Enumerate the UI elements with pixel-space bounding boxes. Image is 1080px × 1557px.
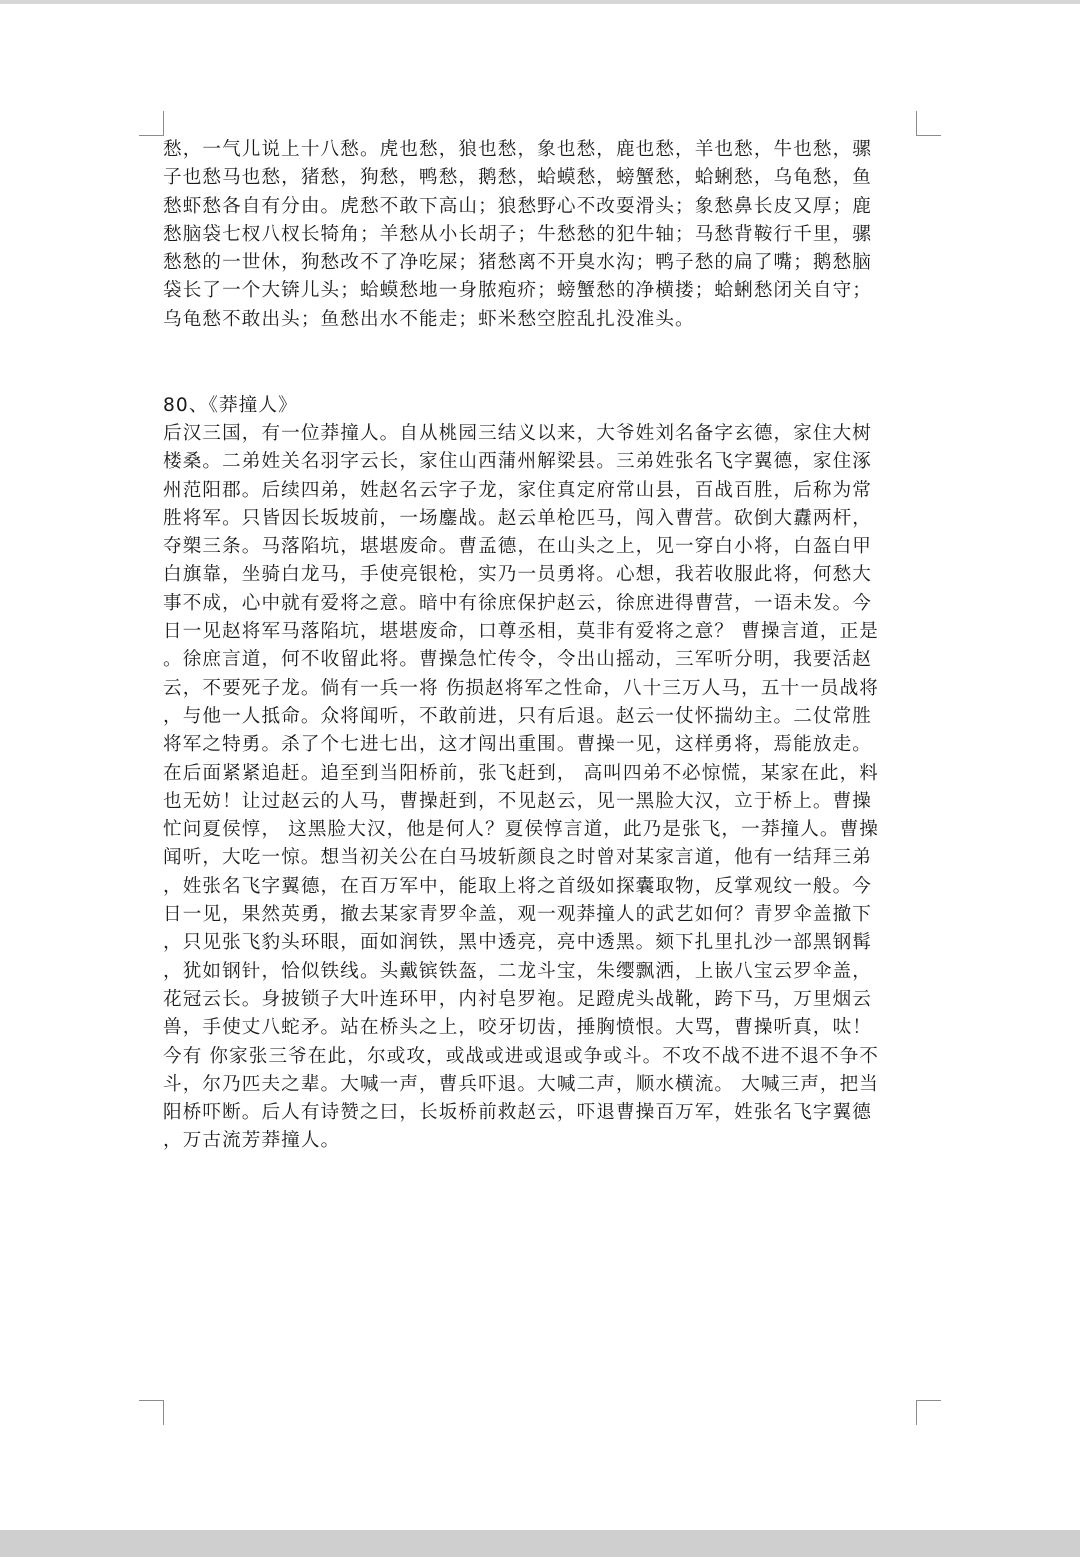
text-line: 愁愁的一世休，狗愁改不了净吃屎；猪愁离不开臭水沟；鸭子愁的扁了嘴；鹅愁脑 [163,252,872,274]
text-line: 州范阳郡。后续四弟，姓赵名云字子龙，家住真定府常山县，百战百胜，后称为常 [163,479,872,501]
text-line: 今有 你家张三爷在此，尔或攻，或战或进或退或争或斗。不攻不战不进不退不争不 [163,1045,879,1067]
margin-corner-bottom-right [916,1400,941,1425]
text-line: ，万古流芳莽撞人。 [163,1130,341,1152]
text-line: 夺槊三条。马落陷坑，堪堪废命。曹孟德，在山头之上，见一穿白小将，白盔白甲 [163,536,872,558]
story-paragraph [163,420,917,1156]
text-line: 花冠云长。身披锁子大叶连环甲，内衬皂罗袍。足蹬虎头战靴，跨下马，万里烟云 [163,988,872,1010]
margin-corner-bottom-left [139,1400,164,1425]
text-line: 楼桑。二弟姓关名羽字云长，家住山西蒲州解梁县。三弟姓张名飞字翼德，家住涿 [163,451,872,473]
text-line: 将军之特勇。杀了个七进七出，这才闯出重围。曹操一见，这样勇将，焉能放走。 [163,734,872,756]
text-line: 子也愁马也愁，猪愁，狗愁，鸭愁，鹅愁，蛤蟆愁，螃蟹愁，蛤蜊愁，乌龟愁，鱼 [163,167,872,189]
text-line: ，犹如钢针，恰似铁线。头戴镔铁盔，二龙斗宝，朱缨飘洒，上嵌八宝云罗伞盖， [163,960,872,982]
section-heading: 80、《莽撞人》 [163,395,298,416]
margin-corner-top-right [916,111,941,136]
margin-corner-top-left [139,111,164,136]
bottom-scroll-edge [0,1530,1080,1557]
text-line: 日一见，果然英勇，撤去某家青罗伞盖，观一观莽撞人的武艺如何？青罗伞盖撤下 [163,904,872,926]
text-line: 愁脑袋七杈八杈长犄角；羊愁从小长胡子；牛愁愁的犯牛轴；马愁背鞍行千里，骡 [163,223,872,245]
text-line: 闻听，大吃一惊。想当初关公在白马坡斩颜良之时曾对某家言道，他有一结拜三弟 [163,847,872,869]
text-line: 斗，尔乃匹夫之辈。大喊一声，曹兵吓退。大喊二声，顺水横流。 大喊三声，把当 [163,1073,879,1095]
text-line: 日一见赵将军马落陷坑，堪堪废命，口尊丞相，莫非有爱将之意？ 曹操言道，正是 [163,621,879,643]
text-line: 后汉三国，有一位莽撞人。自从桃园三结义以来，大爷姓刘名备字玄德，家住大树 [163,423,872,444]
text-line: 云，不要死子龙。倘有一兵一将 伤损赵将军之性命，八十三万人马，五十一员战将 [163,677,879,699]
text-line: ，与他一人抵命。众将闻听，不敢前进，只有后退。赵云一仗怀揣幼主。二仗常胜 [163,705,872,727]
text-line: 乌龟愁不敢出头；鱼愁出水不能走；虾米愁空腔乱扎没准头。 [163,308,695,330]
text-line: 在后面紧紧追赶。追至到当阳桥前，张飞赶到， 高叫四弟不必惊慌，某家在此，料 [163,762,879,784]
text-line: 愁，一气儿说上十八愁。虎也愁，狼也愁，象也愁，鹿也愁，羊也愁，牛也愁，骡 [163,139,872,160]
text-line: 兽，手使丈八蛇矛。站在桥头之上，咬牙切齿，捶胸愤恨。大骂，曹操听真，呔！ [163,1017,872,1039]
top-paragraph [163,136,917,334]
text-line: 也无妨！让过赵云的人马，曹操赶到，不见赵云，见一黑脸大汉，立于桥上。曹操 [163,790,872,812]
document-page[interactable] [0,4,1080,1530]
text-line: 忙问夏侯惇， 这黑脸大汉，他是何人？夏侯惇言道，此乃是张飞，一莽撞人。曹操 [163,819,879,841]
text-line: 事不成，心中就有爱将之意。暗中有徐庶保护赵云，徐庶进得曹营，一语未发。今 [163,592,872,614]
section-heading-block [163,392,917,420]
text-line: 愁虾愁各自有分由。虎愁不敢下高山；狼愁野心不改耍滑头；象愁鼻长皮又厚；鹿 [163,195,872,217]
text-line: 。徐庶言道，何不收留此将。曹操急忙传令，令出山摇动，三军听分明，我要活赵 [163,649,872,671]
text-line: 白旗靠，坐骑白龙马，手使亮银枪，实乃一员勇将。心想，我若收服此将，何愁大 [163,564,872,586]
text-line: ，只见张飞豹头环眼，面如润铁，黑中透亮，亮中透黑。颏下扎里扎沙一部黑钢髯 [163,932,872,954]
text-line: 袋长了一个大锛儿头；蛤蟆愁地一身脓疱疥；螃蟹愁的净横搂；蛤蜊愁闭关自守； [163,280,872,302]
text-line: 胜将军。只皆因长坂坡前，一场鏖战。赵云单枪匹马，闯入曹营。砍倒大纛两杆， [163,507,872,529]
text-line: ，姓张名飞字翼德，在百万军中，能取上将之首级如探囊取物，反掌观纹一般。今 [163,875,872,897]
text-line: 阳桥吓断。后人有诗赞之曰，长坂桥前救赵云，吓退曹操百万军，姓张名飞字翼德 [163,1102,872,1124]
